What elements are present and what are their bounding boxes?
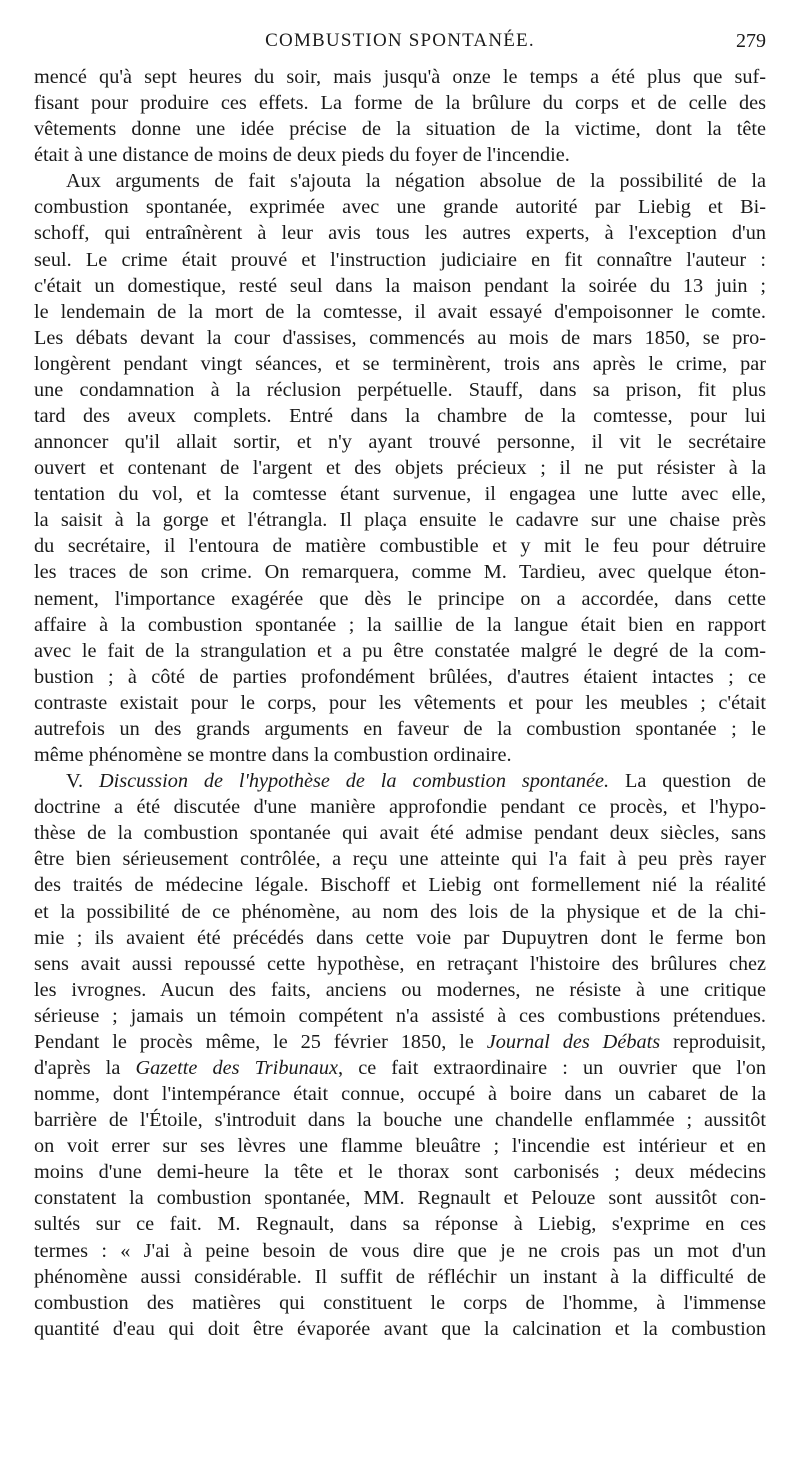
text-line (34, 1316, 766, 1342)
text-line-content: autrefois un des grands arguments en faveur de la combustion spontanée ; le (34, 717, 766, 740)
text-line-content: avec le fait de la strangulation et a pu être constatée malgré le degré de la com- (34, 639, 766, 662)
text-line (34, 612, 766, 638)
text-line (34, 977, 766, 1003)
text-line-lead: Pendant le procès même, le 25 février 1850, le (34, 1030, 487, 1053)
text-line (34, 325, 766, 351)
text-line-content: affaire à la combustion spontanée ; la saillie de la langue était bien en rapport (34, 613, 766, 636)
text-line-content: fisant pour produire ces effets. La forme de la brûlure du corps et de celle des (34, 92, 766, 115)
text-line (34, 899, 766, 925)
running-title: COMBUSTION SPONTANÉE. (265, 30, 535, 51)
text-line-content: Les débats devant la cour d'assises, commencés au mois de mars 1850, se pro- (34, 326, 766, 349)
text-line-content: annoncer qu'il allait sortir, et n'y ayant trouvé personne, il vit le secrétaire (34, 431, 766, 454)
italic-title: Gazette des Tribunaux (135, 1056, 339, 1079)
text-line (34, 429, 766, 455)
text-line (34, 1290, 766, 1316)
text-line-content: seul. Le crime était prouvé et l'instruction judiciaire en fit connaître l'auteur : (34, 248, 766, 271)
text-line-content: La question de (625, 770, 766, 793)
text-line (34, 1211, 766, 1237)
text-line-content: mie ; ils avaient été précédés dans cette voie par Dupuytren dont le ferme bon (34, 926, 766, 949)
text-line (34, 90, 766, 116)
text-line-content: être bien sérieusement contrôlée, a reçu une atteinte qui l'a fait à peu près rayer (34, 848, 766, 871)
text-line (34, 247, 766, 273)
text-line-content: tentation du vol, et la comtesse étant survenue, il engagea une lutte avec elle, (34, 483, 766, 506)
text-line-content: quantité d'eau qui doit être évaporée avant que la calcination et la combustion (34, 1317, 766, 1340)
text-line (34, 1159, 766, 1185)
text-line (34, 1133, 766, 1159)
italic-title: Journal des Débats (486, 1030, 661, 1053)
text-line (34, 559, 766, 585)
text-line (34, 351, 766, 377)
text-line-content: c'était un domestique, resté seul dans la maison pendant la soirée du 13 juin ; (34, 274, 766, 297)
text-line (34, 742, 766, 768)
text-line (34, 586, 766, 612)
text-line-content: moins d'une demi-heure la tête et le thorax sont carbonisés ; deux médecins (34, 1161, 766, 1184)
text-line-content: même phénomène se montre dans la combustion ordinaire. (34, 744, 512, 767)
text-line (34, 1185, 766, 1211)
text-line-lead: V. (66, 770, 99, 793)
text-line (34, 1264, 766, 1290)
text-line (34, 1055, 766, 1081)
text-line (34, 533, 766, 559)
page-number: 279 (736, 30, 766, 52)
text-line-content: les traces de son crime. On remarquera, comme M. Tardieu, avec quelque éton- (34, 561, 766, 584)
text-line (34, 664, 766, 690)
text-line (34, 455, 766, 481)
text-line (34, 273, 766, 299)
text-line-content: des traités de médecine légale. Bischoff et Liebig ont formellement nié la réalité (34, 874, 766, 897)
text-line-content: ouvert et contenant de l'argent et des objets précieux ; il ne put résister à la (34, 457, 766, 480)
text-line (34, 951, 766, 977)
text-line (34, 377, 766, 403)
text-line (34, 220, 766, 246)
text-line (34, 794, 766, 820)
text-line (34, 168, 766, 194)
text-line-content: longèrent pendant vingt séances, et se terminèrent, trois ans après le crime, par (34, 352, 766, 375)
text-line-content: doctrine a été discutée d'une manière approfondie pendant ce procès, et l'hypo- (34, 796, 766, 819)
text-line-lead: d'après la (34, 1056, 136, 1079)
text-line-content: sultés sur ce fait. M. Regnault, dans sa réponse à Liebig, s'exprime en ces (34, 1213, 766, 1236)
text-line (34, 194, 766, 220)
text-line (34, 690, 766, 716)
text-line (34, 299, 766, 325)
text-line-content: Aux arguments de fait s'ajouta la négation absolue de la possibilité de la (66, 170, 766, 193)
text-line (34, 846, 766, 872)
text-line-content: sens avait aussi repoussé cette hypothèse, en retraçant l'histoire des brûlures chez (34, 952, 766, 975)
text-line-content: barrière de l'Étoile, s'introduit dans la bouche une chandelle enflammée ; aussitôt (34, 1109, 766, 1132)
text-line-content: la saisit à la gorge et l'étrangla. Il plaça ensuite le cadavre sur une chaise près (34, 509, 766, 532)
text-line-content: était à une distance de moins de deux pieds du foyer de l'incendie. (34, 144, 570, 167)
text-line-content: thèse de la combustion spontanée qui avait été admise pendant deux siècles, sans (34, 822, 766, 845)
text-line-content: schoff, qui entraînèrent à leur avis tous les autres experts, à l'exception d'un (34, 222, 766, 245)
text-line (34, 1081, 766, 1107)
text-line (34, 768, 766, 794)
text-line-content: vêtements donne une idée précise de la situation de la victime, dont la tête (34, 118, 766, 141)
text-line-content: nomme, dont l'intempérance était connue, occupé à boire dans un cabaret de la (34, 1083, 766, 1106)
text-line-content: mencé qu'à sept heures du soir, mais jusqu'à onze le temps a été plus que suf- (34, 66, 766, 88)
text-line-content: phénomène aussi considérable. Il suffit de réfléchir un instant à la difficulté de (34, 1265, 766, 1288)
text-line (34, 872, 766, 898)
text-line-content: combustion des matières qui constituent le corps de l'homme, à l'immense (34, 1291, 766, 1314)
text-line (34, 64, 766, 90)
text-line (34, 638, 766, 664)
text-line (34, 1029, 766, 1055)
text-line-content: sérieuse ; jamais un témoin compétent n'a assisté à ces combustions prétendues. (34, 1004, 766, 1027)
text-line (34, 1238, 766, 1264)
body-text (34, 64, 766, 1342)
text-line-content: nement, l'importance exagérée que dès le principe on a accordée, dans cette (34, 587, 766, 610)
text-line-content: bustion ; à côté de parties profondément brûlées, d'autres étaient intactes ; ce (34, 665, 766, 688)
text-line-content: combustion spontanée, exprimée avec une grande autorité par Liebig et Bi- (34, 196, 766, 219)
text-line-content: contraste existait pour le corps, pour les vêtements et pour les meubles ; c'était (34, 691, 766, 714)
text-line-content: une condamnation à la réclusion perpétuelle. Stauff, dans sa prison, fit plus (34, 378, 766, 401)
text-line (34, 481, 766, 507)
text-line-content: on voit errer sur ses lèvres une flamme bleuâtre ; l'incendie est intérieur et en (34, 1135, 766, 1158)
text-line-content: termes : « J'ai à peine besoin de vous dire que je ne crois pas un mot d'un (34, 1239, 766, 1262)
text-line (34, 142, 766, 168)
text-line-content: et la possibilité de ce phénomène, au nom des lois de la physique et de la chi- (34, 900, 766, 923)
text-line-content: le lendemain de la mort de la comtesse, il avait essayé d'empoisonner le comte. (34, 300, 766, 323)
text-line (34, 925, 766, 951)
italic-title: Discussion de l'hypothèse de la combustion spontanée. (98, 770, 610, 793)
text-line (34, 507, 766, 533)
text-line-content: constatent la combustion spontanée, MM. Regnault et Pelouze sont aussitôt con- (34, 1187, 766, 1210)
text-line-content: tard des aveux complets. Entré dans la chambre de la comtesse, pour lui (34, 405, 766, 428)
text-line-content: du secrétaire, il l'entoura de matière combustible et y mit le feu pour détruire (34, 535, 766, 558)
text-line-content: , ce fait extraordinaire : un ouvrier que l'on (338, 1056, 766, 1079)
running-head (34, 30, 766, 60)
text-line (34, 1107, 766, 1133)
text-line (34, 116, 766, 142)
text-line-content: les ivrognes. Aucun des faits, anciens ou modernes, ne résiste à une critique (34, 978, 766, 1001)
text-line (34, 403, 766, 429)
text-line (34, 1003, 766, 1029)
text-line (34, 820, 766, 846)
text-line-content: reproduisit, (673, 1030, 766, 1053)
text-line (34, 716, 766, 742)
